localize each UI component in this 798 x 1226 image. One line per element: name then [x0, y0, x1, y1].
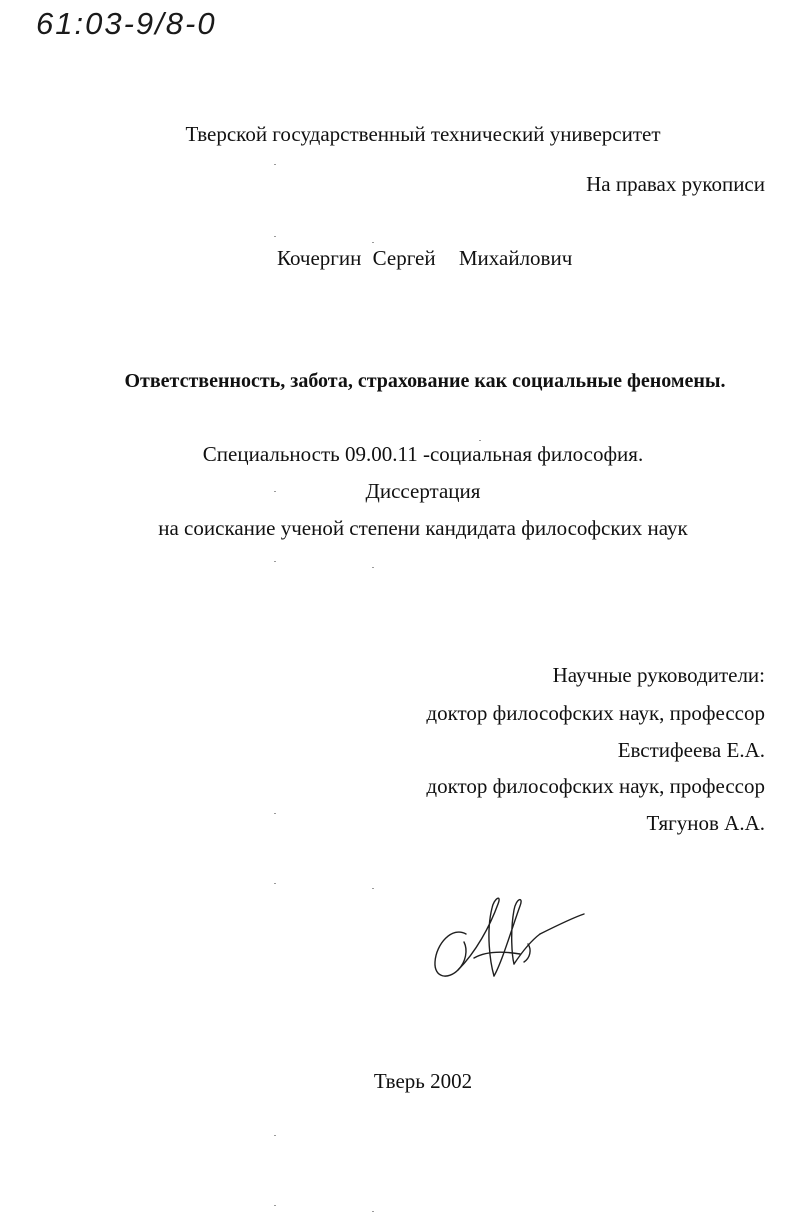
scan-speck	[274, 1135, 276, 1136]
author-patronymic: Михайлович	[458, 246, 573, 270]
work-type: Диссертация	[365, 479, 481, 503]
supervisor-1-title: доктор философских наук, профессор	[426, 701, 765, 725]
manuscript-rights-note: На правах рукописи	[586, 172, 765, 196]
supervisors-heading: Научные руководители:	[552, 663, 765, 687]
supervisor-2-name: Тягунов А.А.	[646, 811, 765, 835]
scan-speck	[479, 440, 481, 441]
scan-speck	[274, 561, 276, 562]
scan-speck	[274, 1205, 276, 1206]
dissertation-title: Ответственность, забота, страхование как социальные феномены.	[124, 370, 726, 392]
scan-speck	[372, 242, 374, 243]
archive-code: 61:03-9/8-0	[36, 6, 217, 41]
supervisor-1-name: Евстифеева Е.А.	[617, 738, 765, 762]
scan-speck	[274, 491, 276, 492]
place-and-year: Тверь 2002	[373, 1069, 473, 1093]
scan-speck	[274, 236, 276, 237]
author-surname: Кочергин	[277, 246, 362, 270]
author-name	[277, 248, 572, 269]
signature-icon	[428, 892, 588, 987]
author-first-name: Сергей	[372, 246, 436, 270]
scan-speck	[372, 567, 374, 568]
university-name: Тверской государственный технический университет	[185, 122, 661, 146]
scan-speck	[372, 1211, 374, 1212]
specialty-line: Специальность 09.00.11 -социальная философия.	[202, 442, 644, 466]
supervisor-2-title: доктор философских наук, профессор	[426, 774, 765, 798]
scan-speck	[274, 164, 276, 165]
scan-speck	[274, 883, 276, 884]
scan-speck	[274, 813, 276, 814]
degree-line: на соискание ученой степени кандидата философских наук	[158, 516, 688, 540]
scan-speck	[372, 888, 374, 889]
